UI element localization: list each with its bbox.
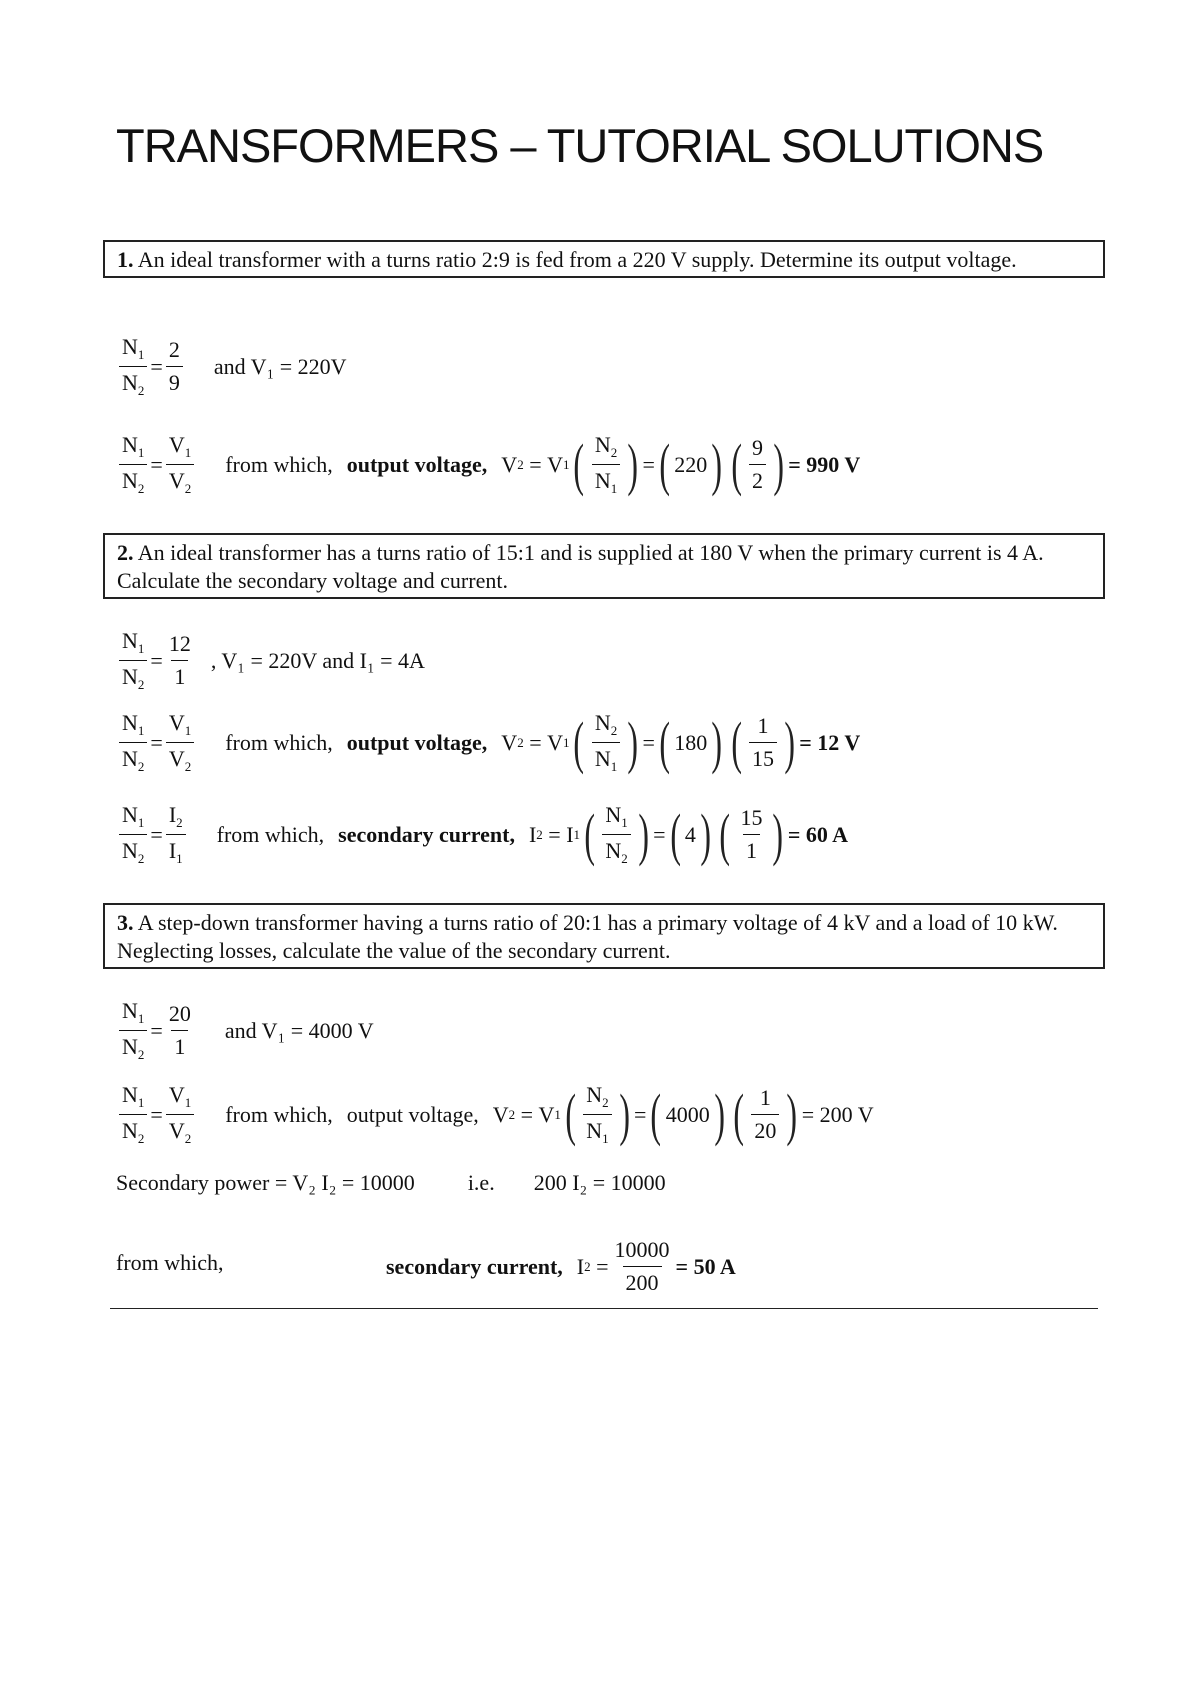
from-which-text: from which,: [225, 1101, 333, 1127]
secondary-power-line: [116, 1170, 666, 1196]
ratio-numerator: 2: [168, 337, 180, 362]
q3-given-equation: $\frac{N_1}{N_2}$ = $\frac{20}{1}$ and V₁ = 4000 V: [116, 998, 374, 1063]
final-numerator: 10000: [614, 1237, 670, 1262]
fraction-denominator: 1: [743, 834, 760, 864]
i1-value: 4: [684, 821, 696, 847]
q3-final-from: from which,: [116, 1250, 224, 1275]
v1-value: 4000: [665, 1101, 710, 1127]
given-values: , V₁ = 220V and I₁ = 4A: [210, 647, 425, 673]
v1-value: 220: [674, 451, 708, 477]
final-denominator: 200: [623, 1266, 662, 1296]
question-3-box: [103, 903, 1105, 969]
ratio-denominator: 9: [166, 366, 183, 396]
q2-given-equation: $\frac{N_1}{N_2}$ = $\frac{12}{1}$ , V₁ = 220V and I₁ = 4A: [116, 628, 425, 693]
from-which-text: from which,: [225, 729, 333, 755]
fraction-denominator: 15: [749, 742, 777, 772]
page-title: TRANSFORMERS – TUTORIAL SOLUTIONS: [116, 119, 1044, 172]
given-values: and V₁ = 220V: [213, 353, 347, 379]
fraction-numerator: 15: [740, 805, 763, 830]
question-number: 1.: [117, 247, 134, 272]
q3-voltage-equation: $\frac{N_1}{N_2}$ = $\frac{V_1}{V_2}$ from which, output voltage, V 2 = V 1 ( $\frac{N_2}{N_1}$ ) = ( 4000 ) ( $\frac{1}{20}$ ) = 200 V: [116, 1082, 874, 1147]
answer: = 990 V: [788, 451, 861, 477]
ratio-denominator: 1: [171, 1030, 188, 1060]
fraction-numerator: 9: [751, 435, 763, 460]
ie-text: i.e.: [467, 1170, 495, 1195]
ratio-numerator: 12: [168, 631, 191, 656]
result-label: output voltage,: [346, 729, 488, 755]
q1-given-equation: $\frac{N_1}{N_2}$ = $\frac{2}{9}$ and V₁ = 220V: [116, 334, 347, 399]
question-number: 3.: [117, 910, 134, 935]
bottom-divider: [110, 1308, 1098, 1309]
question-2-box: [103, 533, 1105, 599]
v1-value: 180: [674, 729, 708, 755]
fraction-denominator: 2: [749, 464, 766, 494]
question-text: An ideal transformer with a turns ratio 2:9 is fed from a 220 V supply. Determine its output voltage.: [137, 247, 1017, 272]
fraction-numerator: 1: [759, 1085, 771, 1110]
power-result: 200 I₂ = 10000: [533, 1170, 666, 1195]
answer: = 200 V: [801, 1101, 874, 1127]
from-which-text: from which,: [216, 821, 325, 847]
fraction-numerator: 1: [757, 713, 769, 738]
question-number: 2.: [117, 540, 134, 565]
result-label: output voltage,: [346, 1101, 479, 1127]
answer: = 12 V: [799, 729, 861, 755]
q3-final-equation: secondary current, I 2 = $\frac{10000}{200}$ = 50 A: [386, 1237, 736, 1295]
final-answer: = 50 A: [675, 1253, 736, 1279]
power-equation: Secondary power = V₂ I₂ = 10000: [116, 1170, 415, 1195]
fraction-denominator: 20: [751, 1114, 779, 1144]
from-which-text: from which,: [225, 451, 333, 477]
q2-current-equation: $\frac{N_1}{N_2}$ = $\frac{I_2}{I_1}$ from which, secondary current, I 2 = I 1 ( $\frac{N_1}{N_2}$ ) = ( 4 ) ( $\frac{15}{1}$ ) = 60 A: [116, 802, 848, 867]
question-text: An ideal transformer has a turns ratio of 15:1 and is supplied at 180 V when the primary current is 4 A. Calculate the secondary voltage and current.: [117, 540, 1044, 593]
ratio-denominator: 1: [171, 660, 188, 690]
final-label: secondary current,: [386, 1253, 563, 1279]
question-text: A step-down transformer having a turns ratio of 20:1 has a primary voltage of 4 kV and a load of 10 kW. Neglecting losses, calculate the value of the secondary current.: [117, 910, 1058, 963]
given-values: and V₁ = 4000 V: [224, 1017, 374, 1043]
result-label: output voltage,: [346, 451, 488, 477]
ratio-numerator: 20: [168, 1001, 191, 1026]
q1-voltage-equation: $\frac{N_1}{N_2}$ = $\frac{V_1}{V_2}$ from which, output voltage, V 2 = V 1 ( $\frac{N_2}{N_1}$ ) = ( 220 ) ( $\frac{9}{2}$ ) = 990 V: [116, 432, 860, 497]
current-label: secondary current,: [338, 821, 515, 847]
q2-voltage-equation: $\frac{N_1}{N_2}$ = $\frac{V_1}{V_2}$ from which, output voltage, V 2 = V 1 ( $\frac{N_2}{N_1}$ ) = ( 180 ) ( $\frac{1}{15}$ ) = 12 V: [116, 710, 860, 775]
question-1-box: [103, 240, 1105, 278]
current-answer: = 60 A: [787, 821, 849, 847]
